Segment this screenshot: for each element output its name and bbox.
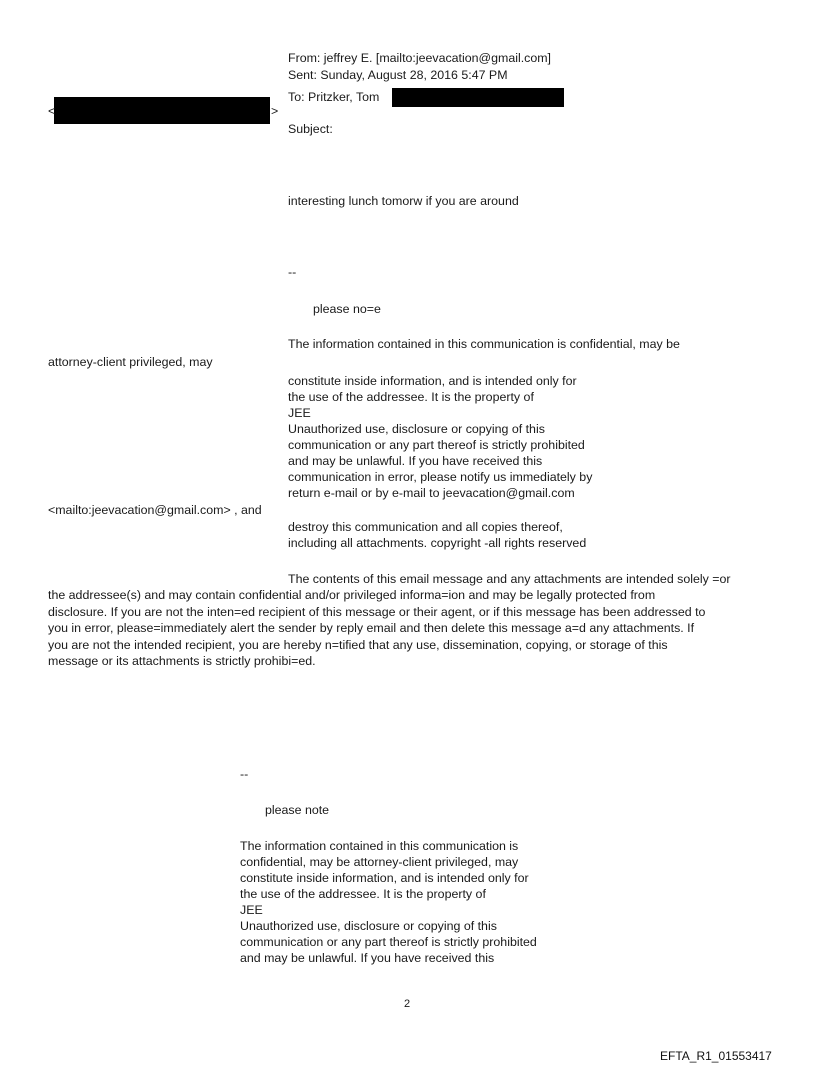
conf1-line: including all attachments. copyright -all rights reserved <box>288 536 587 550</box>
conf1-line: <mailto:jeevacation@gmail.com> , and <box>48 503 262 517</box>
disclaimer-line: disclosure. If you are not the inten=ed recipient of this message or their agent, or if this message has been addressed to <box>48 605 706 619</box>
please-note-2: please note <box>265 803 330 817</box>
conf1-line: attorney-client privileged, may <box>48 355 213 369</box>
document-id: EFTA_R1_01553417 <box>660 1049 772 1063</box>
conf1-line: return e-mail or by e-mail to jeevacation@gmail.com <box>288 486 575 500</box>
please-note-1: please no=e <box>313 302 381 316</box>
conf1-line: the use of the addressee. It is the property of <box>288 390 534 404</box>
conf2-line: Unauthorized use, disclosure or copying of this <box>240 919 497 933</box>
email-to: To: Pritzker, Tom <box>288 90 380 104</box>
signature-dash-1: -- <box>288 265 297 279</box>
conf2-line: and may be unlawful. If you have received this <box>240 951 495 965</box>
email-message: interesting lunch tomorw if you are around <box>288 194 519 208</box>
redaction-box-to <box>392 88 564 107</box>
conf2-line: constitute inside information, and is intended only for <box>240 871 529 885</box>
signature-dash-2: -- <box>240 767 249 781</box>
disclaimer-line: you are not the intended recipient, you are hereby n=tified that any use, dissemination, copying, or storage of this <box>48 638 668 652</box>
conf1-line: communication in error, please notify us immediately by <box>288 470 593 484</box>
disclaimer-line: message or its attachments is strictly prohibi=ed. <box>48 654 316 668</box>
conf2-line: confidential, may be attorney-client privileged, may <box>240 855 519 869</box>
email-sent: Sent: Sunday, August 28, 2016 5:47 PM <box>288 68 508 82</box>
disclaimer-line: The contents of this email message and any attachments are intended solely =or <box>288 572 731 586</box>
disclaimer-line: the addressee(s) and may contain confidential and/or privileged informa=ion and may be legally protected from <box>48 588 656 602</box>
conf2-line: communication or any part thereof is strictly prohibited <box>240 935 537 949</box>
page-number: 2 <box>404 998 411 1010</box>
redaction-bracket-close: > <box>271 104 279 118</box>
email-subject: Subject: <box>288 122 333 136</box>
conf1-line: and may be unlawful. If you have received this <box>288 454 543 468</box>
email-from: From: jeffrey E. [mailto:jeevacation@gmail.com] <box>288 51 552 65</box>
conf2-line: The information contained in this communication is <box>240 839 519 853</box>
conf2-line: the use of the addressee. It is the property of <box>240 887 486 901</box>
conf1-line: The information contained in this communication is confidential, may be <box>288 337 680 351</box>
redaction-bracket-open: < <box>48 104 56 118</box>
conf2-line: JEE <box>240 903 263 917</box>
disclaimer-line: you in error, please=immediately alert the sender by reply email and then delete this message a=d any attachments. If <box>48 621 695 635</box>
conf1-line: constitute inside information, and is intended only for <box>288 374 577 388</box>
conf1-line: Unauthorized use, disclosure or copying of this <box>288 422 545 436</box>
conf1-line: JEE <box>288 406 311 420</box>
conf1-line: destroy this communication and all copies thereof, <box>288 520 563 534</box>
redaction-box-left <box>54 97 270 124</box>
conf1-line: communication or any part thereof is strictly prohibited <box>288 438 585 452</box>
